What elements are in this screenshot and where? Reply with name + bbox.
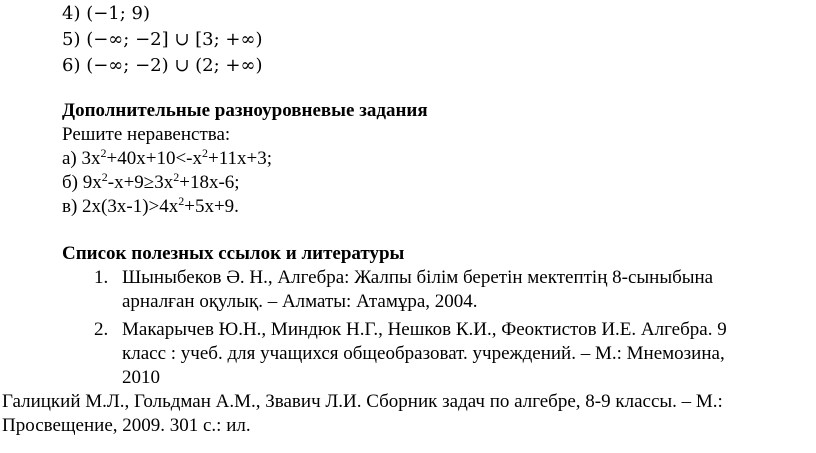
inequality-b: б) $9х^2-х+9\ge 3х^2+18х-6$; bbox=[62, 170, 240, 193]
reference-2-number: 2. bbox=[94, 319, 109, 340]
inequality-a: а) $3х^2+40х+10<-х^2+11х+3$; bbox=[62, 146, 273, 169]
reference-3-line-1: Галицкий М.Л., Гольдман А.М., Звавич Л.И. Сборник задач по алгебре, 8-9 классы. – М.: bbox=[2, 391, 723, 412]
reference-2-line-3: 2010 bbox=[122, 367, 160, 388]
reference-1-line-1: Шыныбеков Ә. Н., Алгебра: Жалпы білім беретін мектептің 8-сыныбына bbox=[122, 267, 714, 288]
answer-4: 4) (−1; 9) bbox=[62, 3, 151, 24]
reference-1-line-2: арналған оқулық. – Алматы: Атамұра, 2004. bbox=[122, 291, 478, 312]
extra-tasks-heading: Дополнительные разноуровневые задания bbox=[62, 100, 428, 121]
inequality-c: в) $2х(3х-1)>4х^2+5х+9$. bbox=[62, 194, 239, 217]
answer-5: 5) (−∞; −2] ∪ [3; +∞) bbox=[62, 29, 263, 50]
reference-2-line-1: Макарычев Ю.Н., Миндюк Н.Г., Нешков К.И., Феоктистов И.Е. Алгебра. 9 bbox=[122, 319, 727, 340]
instruction-text: Решите неравенства: bbox=[62, 124, 231, 145]
reference-1-number: 1. bbox=[94, 267, 109, 288]
answer-6: 6) (−∞; −2) ∪ (2; +∞) bbox=[62, 55, 263, 76]
reference-3-line-2: Просвещение, 2009. 301 с.: ил. bbox=[2, 415, 251, 436]
reference-2-line-2: класс : учеб. для учащихся общеобразоват. учреждений. – М.: Мнемозина, bbox=[122, 343, 725, 364]
references-heading: Список полезных ссылок и литературы bbox=[62, 243, 405, 264]
